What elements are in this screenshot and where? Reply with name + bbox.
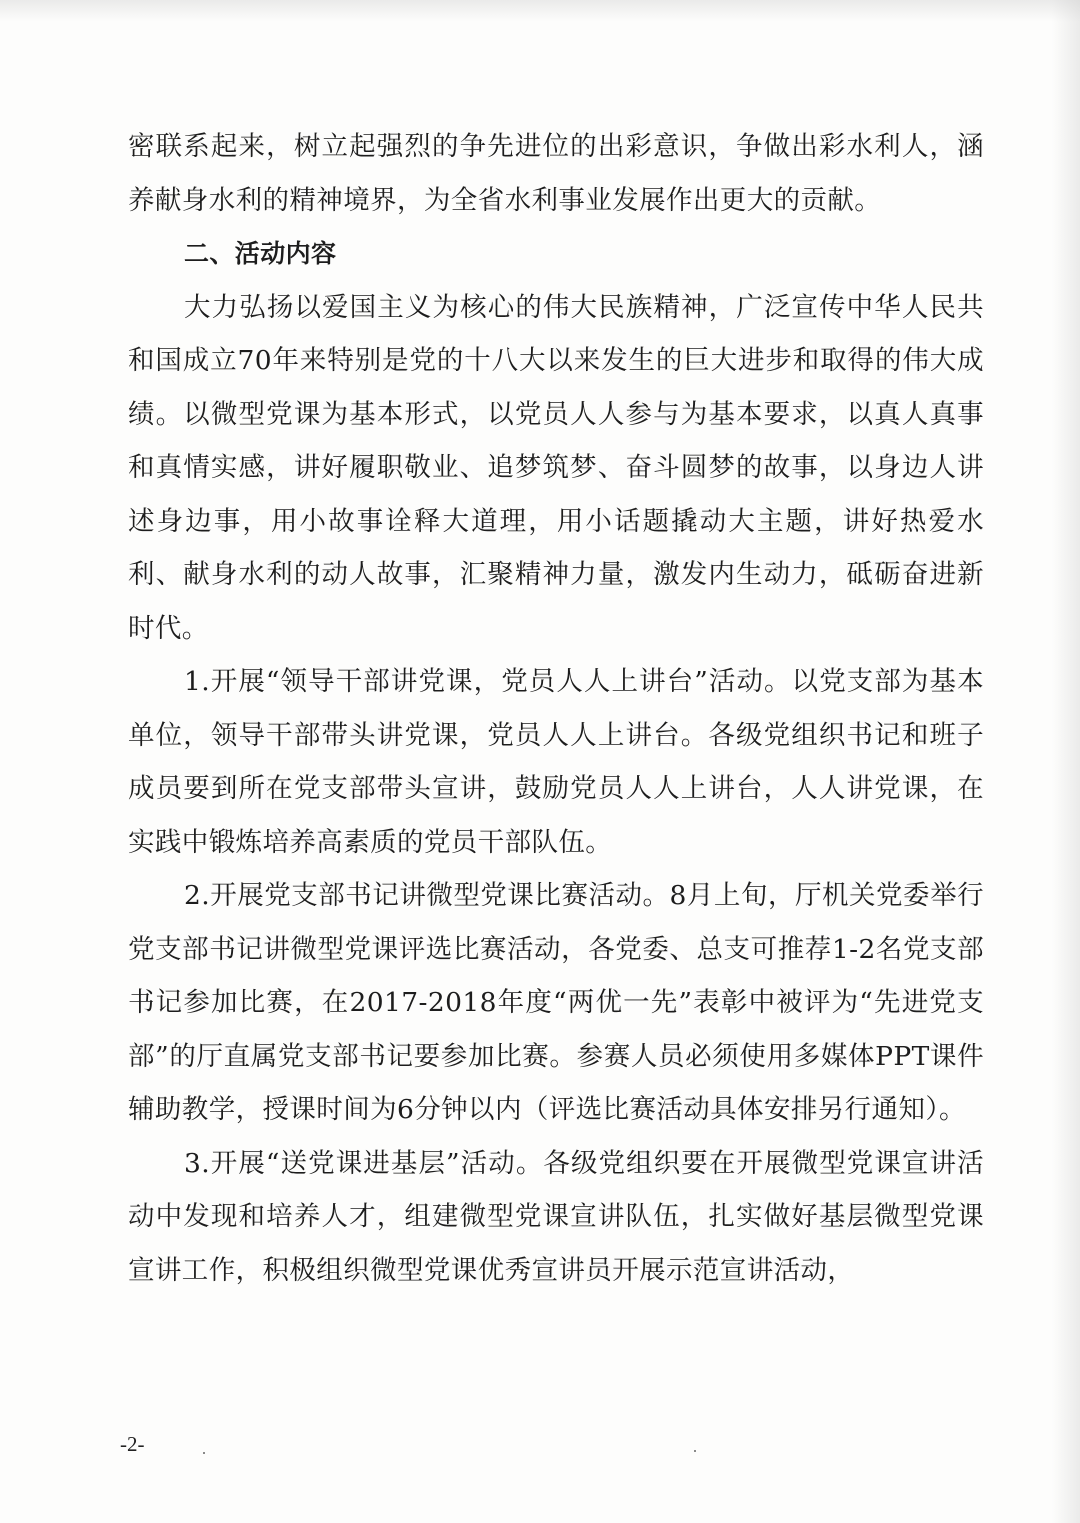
page-number: -2-	[120, 1432, 145, 1456]
paragraph-continuation: 密联系起来，树立起强烈的争先进位的出彩意识，争做出彩水利人，涵养献身水利的精神境界，为全省水利事业发展作出更大的贡献。	[128, 131, 984, 216]
scan-speck	[203, 1452, 205, 1454]
document-body	[128, 120, 984, 1297]
section-heading: 二、活动内容	[184, 239, 337, 268]
scan-shadow-top	[0, 0, 1080, 22]
paragraph-item-1: 1.开展“领导干部讲党课，党员人人上讲台”活动。以党支部为基本单位，领导干部带头讲党课，党员人人上讲台。各级党组织书记和班子成员要到所在党支部带头宣讲，鼓励党员人人上讲台，人人讲党课，在实践中锻炼培养高素质的党员干部队伍。	[128, 666, 984, 858]
paragraph-item-2: 2.开展党支部书记讲微型党课比赛活动。8月上旬，厅机关党委举行党支部书记讲微型党课评选比赛活动，各党委、总支可推荐1-2名党支部书记参加比赛，在2017-2018年度“两优一先”表彰中被评为“先进党支部”的厅直属党支部书记要参加比赛。参赛人员必须使用多媒体PPT课件辅助教学，授课时间为6分钟以内（评选比赛活动具体安排另行通知）。	[128, 880, 984, 1125]
scan-shadow-right	[1052, 0, 1080, 1523]
paragraph-item-3: 3.开展“送党课进基层”活动。各级党组织要在开展微型党课宣讲活动中发现和培养人才，组建微型党课宣讲队伍，扎实做好基层微型党课宣讲工作，积极组织微型党课优秀宣讲员开展示范宣讲活动，	[128, 1147, 984, 1286]
scan-speck	[694, 1450, 696, 1452]
paragraph-activity-intro: 大力弘扬以爱国主义为核心的伟大民族精神，广泛宣传中华人民共和国成立70年来特别是党的十八大以来发生的巨大进步和取得的伟大成绩。以微型党课为基本形式，以党员人人参与为基本要求，以真人真事和真情实感，讲好履职敬业、追梦筑梦、奋斗圆梦的故事，以身边人讲述身边事，用小故事诠释大道理，用小话题撬动大主题，讲好热爱水利、献身水利的动人故事，汇聚精神力量，激发内生动力，砥砺奋进新时代。	[128, 291, 984, 644]
